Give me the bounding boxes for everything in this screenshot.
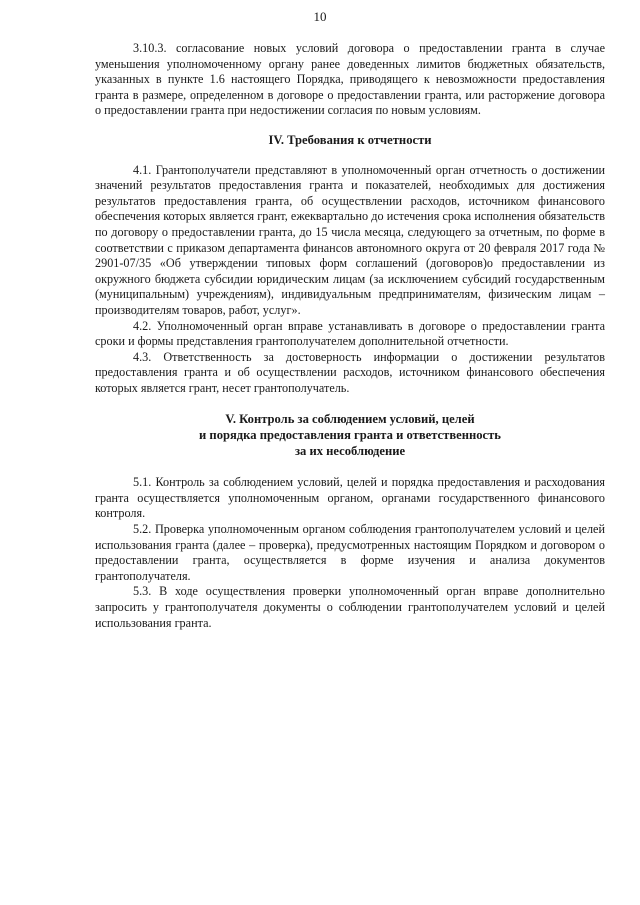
- section-4-heading: IV. Требования к отчетности: [268, 132, 432, 147]
- section-5-heading-line-3: за их несоблюдение: [294, 443, 406, 458]
- paragraph-3-10-3: 3.10.3. согласование новых условий договора о предоставлении гранта в случае уменьшения уполномоченному органу ранее доведенных лимитов бюджетных обязательств, указанных в пункте 1.6 настоящего Порядка, приводящего к невозможности предоставления гранта в размере, определенном в договоре о предоставлении гранта, или расторжение договора о предоставлении гранта при недостижении согласия по новым условиям.: [95, 41, 605, 118]
- paragraph-4-1: 4.1. Грантополучатели представляют в уполномоченный орган отчетность о достижении значений результатов предоставления гранта и показателей, необходимых для достижения результатов предоставления гранта, об осуществлении расходов, источником финансового обеспечения которых является грант, ежеквартально до истечения срока исполнения обязательств по договору о предоставлении гранта, до 15 числа месяца, следующего за отчетным, по форме в соответствии с приказом департамента финансов автономного округа от 20 февраля 2017 года № 2901-07/35 «Об утверждении типовых форм соглашений (договоров)о предоставлении из окружного бюджета субсидии юридическим лицам (за исключением субсидий государственным (муниципальным) учреждениям), индивидуальным предпринимателям, физическим лицам – производителям товаров, работ, услуг».: [95, 162, 605, 317]
- section-5-heading-line-1: V. Контроль за соблюдением условий, целей: [225, 412, 475, 427]
- paragraph-5-1: 5.1. Контроль за соблюдением условий, целей и порядка предоставления и расходования гранта осуществляется уполномоченным органом, органами государственного финансового контроля.: [95, 475, 605, 521]
- spacer: [95, 459, 605, 475]
- page-number: 10: [313, 9, 327, 24]
- document-body: [95, 41, 605, 631]
- paragraph-5-3: 5.3. В ходе осуществления проверки уполномоченный орган вправе дополнительно запросить у грантополучателя документы о соблюдении грантополучателем условий и целей использования гранта.: [95, 584, 605, 630]
- paragraph-5-2: 5.2. Проверка уполномоченным органом соблюдения грантополучателем условий и целей использования гранта (далее – проверка), предусмотренных настоящим Порядком и договором о предоставлении гранта, осуществляется в форме изучения и анализа документов грантополучателя.: [95, 522, 605, 583]
- spacer: [95, 396, 605, 412]
- spacer: [95, 119, 605, 133]
- paragraph-4-3: 4.3. Ответственность за достоверность информации о достижении результатов предоставления гранта и об осуществлении расходов, источником финансового обеспечения которых является грант, несет грантополучатель.: [95, 349, 605, 395]
- section-5-heading: [95, 412, 605, 459]
- paragraph-4-2: 4.2. Уполномоченный орган вправе устанавливать в договоре о предоставлении гранта сроки и формы представления грантополучателем дополнительной отчетности.: [95, 318, 605, 349]
- spacer: [95, 149, 605, 163]
- section-5-heading-line-2: и порядка предоставления гранта и ответственность: [199, 428, 501, 443]
